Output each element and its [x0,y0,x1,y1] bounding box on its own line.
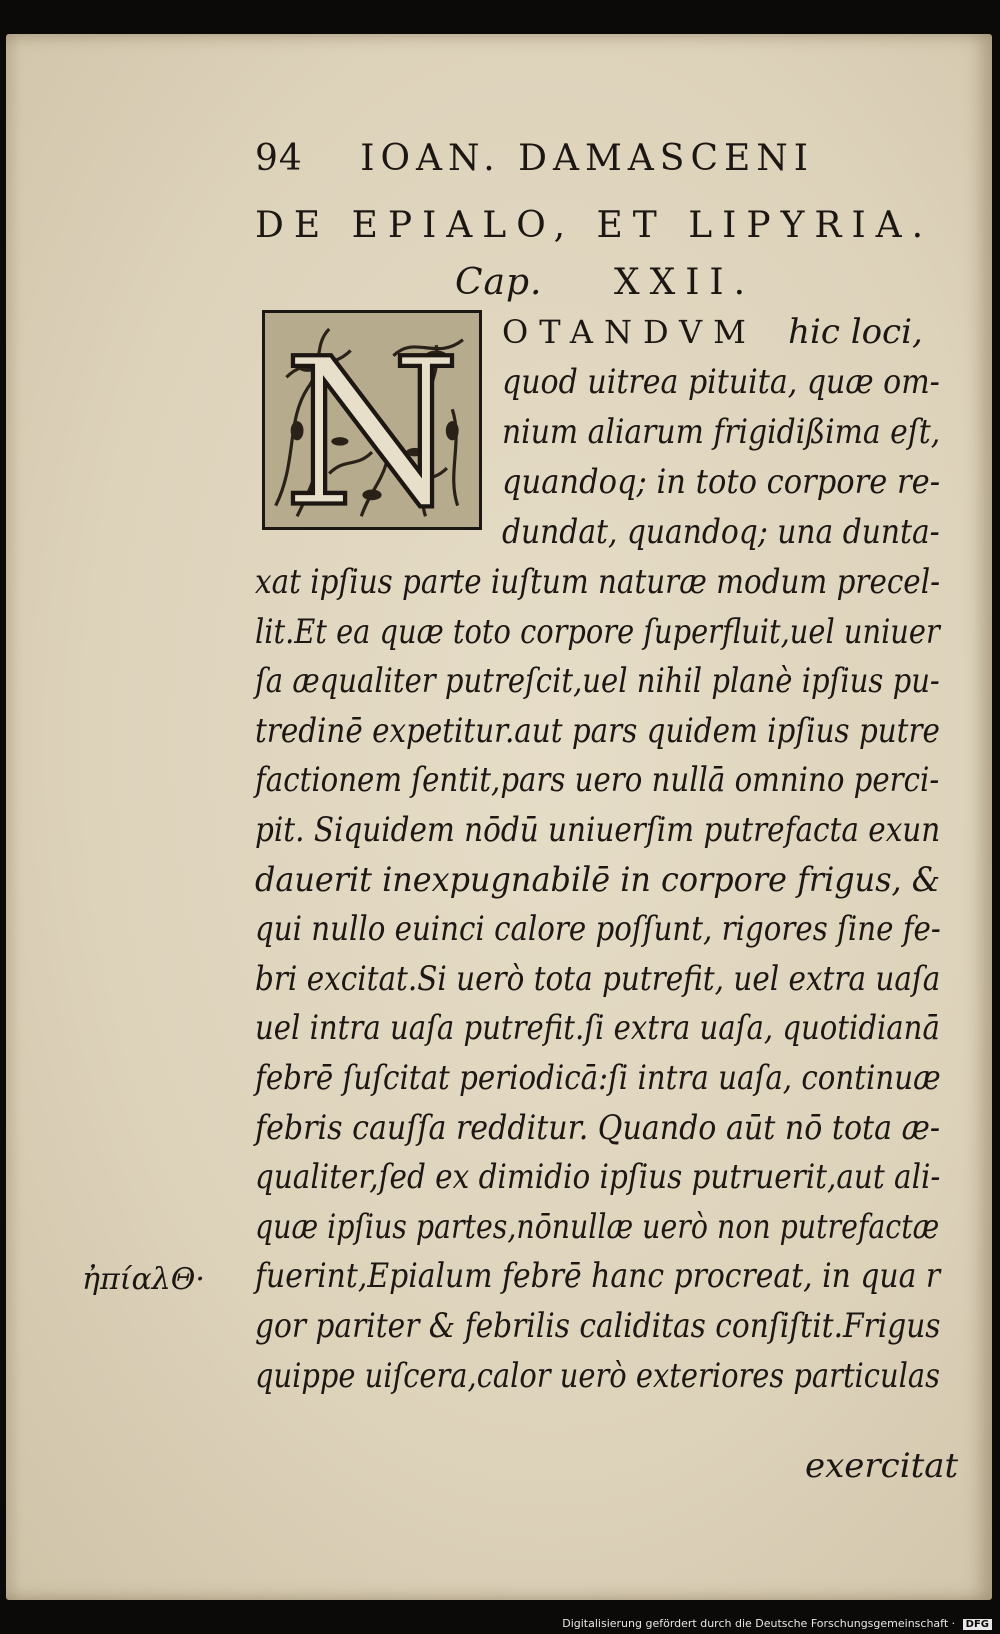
text-line: qualiter,ſed ex dimidio ipſius putruerit,aut ali- [255,1157,941,1198]
text-line: xat ipſius parte iuſtum naturæ modum precel- [255,562,941,602]
page-number: 94 [255,138,303,179]
text-line: gor pariter & febrilis caliditas conſiſtit.Frigus [255,1306,941,1346]
text-line: dauerit inexpugnabilē in corpore frigus, & [255,859,941,900]
text-line: dundat, quandoq; una dunta- [502,512,940,552]
text-line: nium aliarum frigidißima eſt, [502,412,941,452]
text-line: pit. Siquidem nōdū uniuerſim putrefacta exun [255,810,941,850]
catchword: exercitat [805,1446,959,1486]
text-line: fuerint,Epialum febrē hanc procreat, in qua r [255,1256,941,1297]
first-line-rest: hic loci, [788,312,923,352]
running-title: IOAN. DAMASCENI [360,138,815,179]
text-line: lit.Et ea quæ toto corpore ſuperfluit,uel uniuer [255,611,940,652]
chapter-number: XXII. [613,262,756,303]
dfg-logo: DFG [963,1619,992,1630]
first-line [502,312,923,352]
footer-credit [562,1617,992,1630]
text-line: febrē ſuſcitat periodicā:ſi intra uaſa, continuæ [255,1058,941,1098]
text-line: tredinē expetitur.aut pars quidem ipſius putre [255,710,940,751]
text-line: quod uitrea pituita, quæ om- [502,362,940,402]
text-line: bri excitat.Si uerò tota putrefit, uel extra uaſa [255,958,941,999]
text-line: quæ ipſius partes,nōnullæ uerò non putrefactæ [255,1206,940,1247]
marginal-note: ἠπίαλΘ· [82,1262,205,1297]
text-line: ſa æqualiter putreſcit,uel nihil planè ipſius pu- [255,661,940,702]
text-line: qui nullo euinci calore poſſunt, rigores ſine fe- [255,909,941,950]
chapter-label: Cap. [455,262,543,303]
decorated-initial [262,310,482,530]
foliage-ornament-icon [265,313,479,527]
chapter-title: DE EPIALO, ET LIPYRIA. [255,205,934,246]
text-line: uel intra uaſa putrefit.ſi extra uaſa, quotidianā [255,1008,940,1049]
running-header [255,138,945,179]
text-line: febris cauſſa redditur. Quando aūt nō tota æ- [255,1107,941,1148]
first-word-caps: OTANDVM [502,313,757,351]
text-line: quippe uiſcera,calor uerò exteriores particulas [255,1355,940,1396]
text-line: quandoq; in toto corpore re- [502,462,941,502]
svg-text:N: N [283,314,461,527]
text-line: factionem ſentit,pars uero nullā omnino perci- [255,760,940,801]
chapter-heading [455,262,755,303]
footer-text: Digitalisierung gefördert durch die Deutsche Forschungsgemeinschaft · [562,1617,956,1630]
